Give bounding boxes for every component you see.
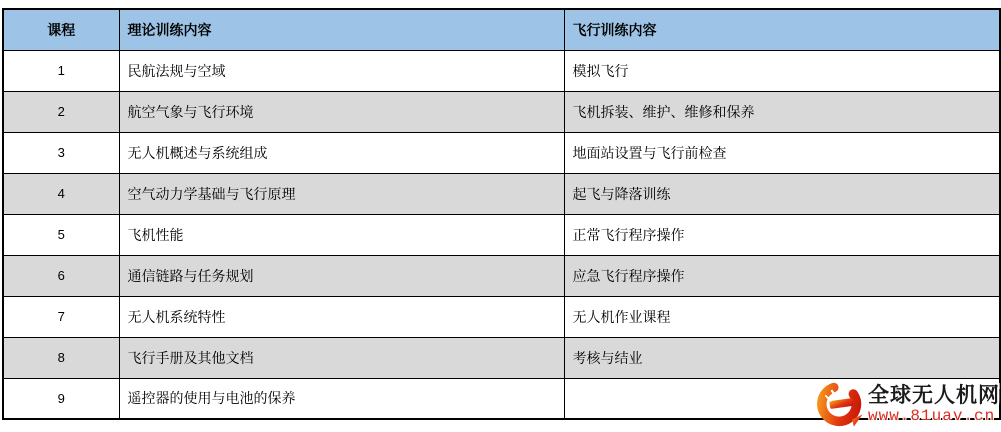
theory-content-cell: 空气动力学基础与飞行原理 (119, 173, 564, 214)
theory-content-cell: 民航法规与空域 (119, 50, 564, 91)
table-header (3, 9, 1000, 50)
theory-content-cell: 遥控器的使用与电池的保养 (119, 378, 564, 419)
flight-content-cell: 模拟飞行 (564, 50, 1000, 91)
table-row (3, 378, 1000, 419)
table-row (3, 50, 1000, 91)
course-number-cell: 2 (3, 91, 119, 132)
flight-content-cell: 地面站设置与飞行前检查 (564, 132, 1000, 173)
theory-content-cell: 无人机系统特性 (119, 296, 564, 337)
table-row (3, 173, 1000, 214)
table-body (3, 50, 1000, 419)
table-row (3, 296, 1000, 337)
course-number-cell: 6 (3, 255, 119, 296)
course-number-cell: 4 (3, 173, 119, 214)
table-row (3, 337, 1000, 378)
theory-content-cell: 飞机性能 (119, 214, 564, 255)
course-number-cell: 1 (3, 50, 119, 91)
header-row (3, 9, 1000, 50)
flight-content-cell: 飞机拆装、维护、维修和保养 (564, 91, 1000, 132)
theory-content-cell: 飞行手册及其他文档 (119, 337, 564, 378)
site-name: 全球无人机网 (868, 383, 1000, 407)
col-header-flight: 飞行训练内容 (564, 9, 1000, 50)
course-number-cell: 8 (3, 337, 119, 378)
flight-content-cell: 起飞与降落训练 (564, 173, 1000, 214)
table-row (3, 91, 1000, 132)
table-row (3, 132, 1000, 173)
theory-content-cell: 无人机概述与系统组成 (119, 132, 564, 173)
theory-content-cell: 航空气象与飞行环境 (119, 91, 564, 132)
flight-content-cell: 无人机作业课程 (564, 296, 1000, 337)
col-header-theory: 理论训练内容 (119, 9, 564, 50)
flight-content-cell: 考核与结业 (564, 337, 1000, 378)
col-header-course: 课程 (3, 9, 119, 50)
course-number-cell: 5 (3, 214, 119, 255)
flight-content-cell: 应急飞行程序操作 (564, 255, 1000, 296)
course-number-cell: 9 (3, 378, 119, 419)
theory-content-cell: 通信链路与任务规划 (119, 255, 564, 296)
flight-content-cell: 正常飞行程序操作 (564, 214, 1000, 255)
course-number-cell: 7 (3, 296, 119, 337)
flight-content-cell (564, 378, 1000, 419)
training-course-table (2, 8, 1001, 420)
table-row (3, 255, 1000, 296)
table-row (3, 214, 1000, 255)
site-url: www.81uav.cn (868, 406, 996, 425)
course-number-cell: 3 (3, 132, 119, 173)
